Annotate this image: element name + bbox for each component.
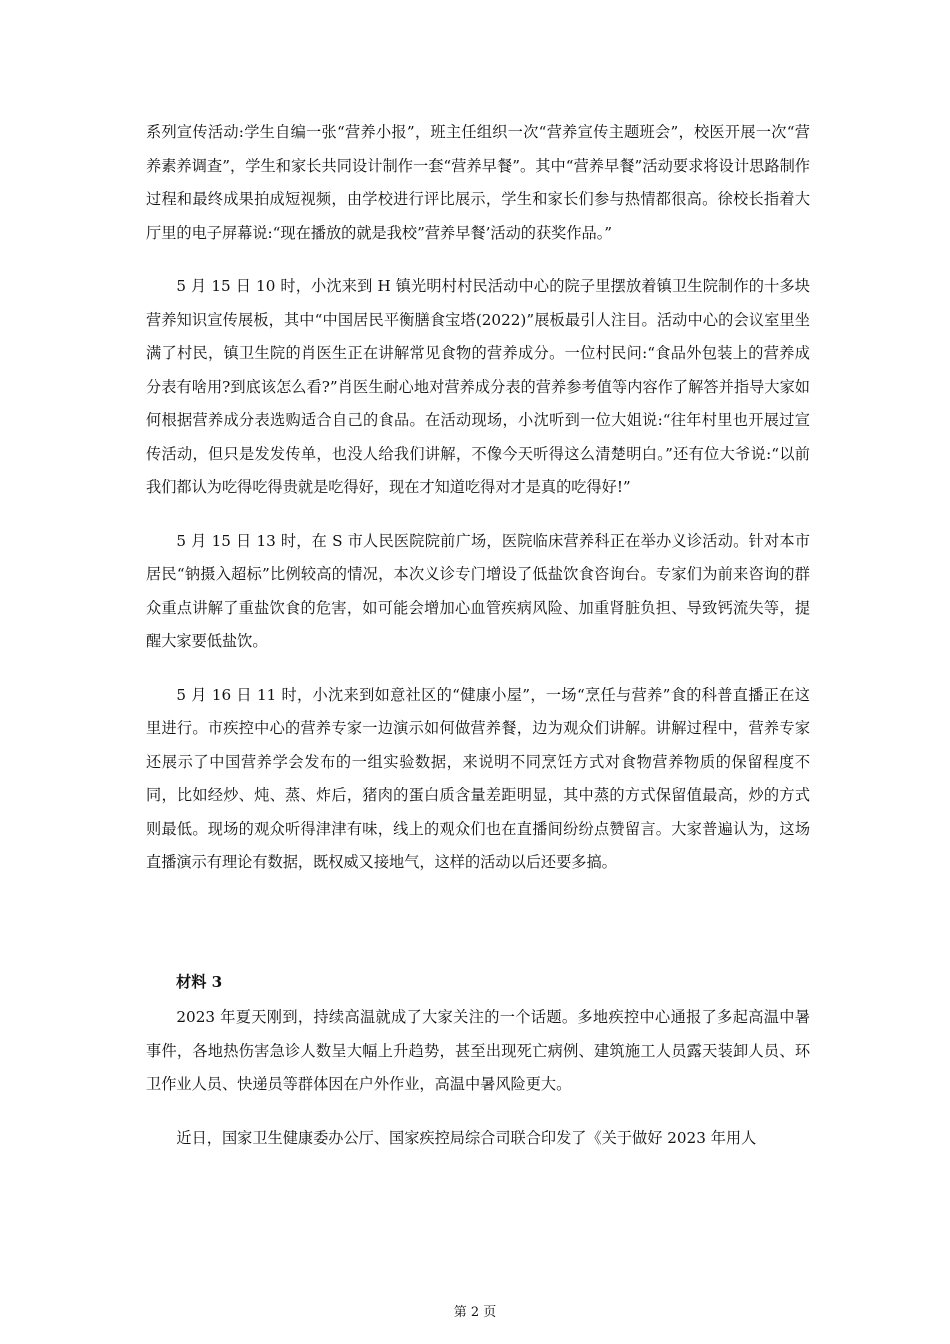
section-gap: [146, 900, 810, 966]
page-number-footer: 第 2 页: [453, 1305, 497, 1320]
section-heading-material-3: 材料 3: [176, 972, 223, 991]
paragraph-community-live-stream: 5 月 16 日 11 时，小沈来到如意社区的“健康小屋”，一场“烹任与营养”食的科普直播正在这里进行。市疾控中心的营养专家一边演示如何做营养餐，边为观众们讲解。讲解过程中，营养专家还展示了中国营养学会发布的一组实验数据，来说明不同烹饪方式对食物营养物质的保留程度不同，比如经炒、炖、蒸、炸后，猪肉的蛋白质含量差距明显，其中蒸的方式保留值最高，炒的方式则最低。现场的观众听得津津有味，线上的观众们也在直播间纷纷点赞留言。大家普遍认为，这场直播演示有理论有数据，既权威又接地气，这样的活动以后还要多搞。: [146, 685, 810, 871]
paragraph-village-nutrition-exhibition: 5 月 15 日 10 时，小沈来到 H 镇光明村村民活动中心的院子里摆放着镇卫生院制作的十多块营养知识宣传展板，其中“中国居民平衡膳食宝塔(2022)”展板最引人注目。活动中心的会议室里坐满了村民，镇卫生院的肖医生正在讲解常见食物的营养成分。一位村民问:“食品外包装上的营养成分表有啥用?到底该怎么看?”肖医生耐心地对营养成分表的营养参考值等内容作了解答并指导大家如何根据营养成分表选购适合自己的食品。在活动现场，小沈听到一位大姐说:“往年村里也开展过宣传活动，但只是发发传单，也没人给我们讲解，不像今天听得这么清楚明白。”还有位大爷说:“以前我们都认为吃得吃得贵就是吃得好，现在才知道吃得对才是真的吃得好!”: [146, 277, 810, 496]
paragraph-summer-heat: 2023 年夏天刚到，持续高温就成了大家关注的一个话题。多地疾控中心通报了多起高温中暑事件，各地热伤害急诊人数呈大幅上升趋势，甚至出现死亡病例、建筑施工人员露天装卸人员、环卫作业人员、快递员等群体因在户外作业，高温中暑风险更大。: [146, 1008, 810, 1093]
paragraph-hospital-free-clinic: 5 月 15 日 13 时，在 S 市人民医院院前广场，医院临床营养科正在举办义诊活动。针对本市居民“钠摄入超标”比例较高的情况，本次义诊专门增设了低盐饮食咨询台。专家们为前来咨询的群众重点讲解了重盐饮食的危害，如可能会增加心血管疾病风险、加重肾脏负担、导致钙流失等，提醒大家要低盐饮。: [146, 531, 810, 650]
paragraph-school-nutrition-activities: 系列宣传活动:学生自编一张“营养小报”，班主任组织一次“营养宣传主题班会”，校医开展一次“营养素养调查”，学生和家长共同设计制作一套“营养早餐”。其中“营养早餐”活动要求将设计思路制作过程和最终成果拍成短视频，由学校进行评比展示，学生和家长们参与热情都很高。徐校长指着大厅里的电子屏幕说:“现在播放的就是我校”营养早餐’活动的获奖作品。”: [146, 123, 810, 242]
document-body: [146, 116, 810, 1175]
paragraph-health-commission-notice: 近日，国家卫生健康委办公厅、国家疾控局综合司联合印发了《关于做好 2023 年用人: [176, 1128, 757, 1147]
